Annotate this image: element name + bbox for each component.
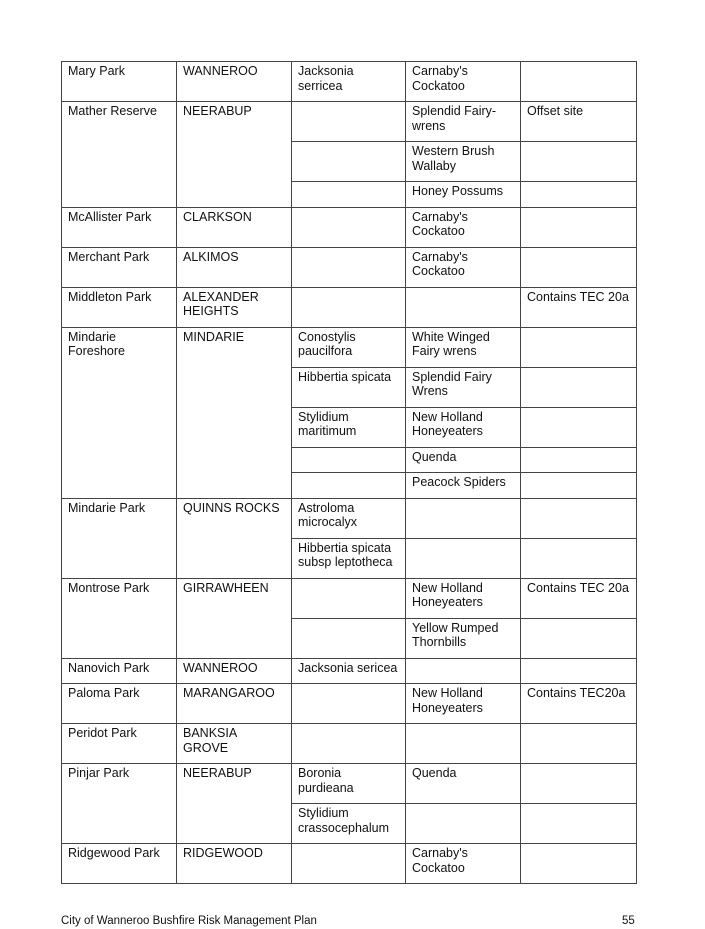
table-cell: [521, 62, 637, 102]
table-cell: ALKIMOS: [177, 247, 292, 287]
table-row: [62, 327, 637, 367]
table-cell: [521, 407, 637, 447]
table-cell: Pinjar Park: [62, 764, 177, 844]
table-cell: [292, 844, 406, 884]
table-cell: [521, 804, 637, 844]
table-cell: WANNEROO: [177, 62, 292, 102]
bushfire-reserve-table: [61, 61, 637, 884]
table-row: [62, 658, 637, 684]
table-cell: [521, 764, 637, 804]
table-cell: [292, 473, 406, 499]
table-cell: [292, 287, 406, 327]
table-cell: [406, 804, 521, 844]
table-cell: [521, 473, 637, 499]
table-cell: [292, 618, 406, 658]
table-cell: Carnaby's Cockatoo: [406, 247, 521, 287]
table-cell: [406, 287, 521, 327]
table-cell: [521, 618, 637, 658]
table-cell: Jacksonia serricea: [292, 62, 406, 102]
table-cell: Boronia purdieana: [292, 764, 406, 804]
table-row: [62, 102, 637, 142]
table-cell: Conostylis paucilfora: [292, 327, 406, 367]
table-cell: CLARKSON: [177, 207, 292, 247]
table-cell: QUINNS ROCKS: [177, 498, 292, 578]
table-cell: RIDGEWOOD: [177, 844, 292, 884]
table-cell: NEERABUP: [177, 764, 292, 844]
table-cell: New Holland Honeyeaters: [406, 578, 521, 618]
table-cell: [406, 538, 521, 578]
table-cell: [521, 724, 637, 764]
table-cell: Contains TEC20a: [521, 684, 637, 724]
table-cell: Carnaby's Cockatoo: [406, 207, 521, 247]
table-cell: Yellow Rumped Thornbills: [406, 618, 521, 658]
table-cell: Mather Reserve: [62, 102, 177, 208]
table-cell: Carnaby's Cockatoo: [406, 844, 521, 884]
table-cell: White Winged Fairy wrens: [406, 327, 521, 367]
table-row: [62, 684, 637, 724]
table-cell: Peridot Park: [62, 724, 177, 764]
table-row: [62, 724, 637, 764]
table-row: [62, 247, 637, 287]
table-row: [62, 764, 637, 804]
table-cell: Mindarie Foreshore: [62, 327, 177, 498]
table-cell: Nanovich Park: [62, 658, 177, 684]
table-cell: [521, 367, 637, 407]
table-cell: [521, 247, 637, 287]
table-row: [62, 62, 637, 102]
table-cell: Montrose Park: [62, 578, 177, 658]
table-cell: [521, 207, 637, 247]
table-cell: Mindarie Park: [62, 498, 177, 578]
table-cell: Ridgewood Park: [62, 844, 177, 884]
footer-page-number: 55: [622, 915, 635, 927]
table-cell: Carnaby's Cockatoo: [406, 62, 521, 102]
table-cell: Splendid Fairy- wrens: [406, 102, 521, 142]
table-row: [62, 844, 637, 884]
table-cell: Middleton Park: [62, 287, 177, 327]
table-cell: [521, 142, 637, 182]
table-cell: [292, 247, 406, 287]
table-cell: GIRRAWHEEN: [177, 578, 292, 658]
table-cell: [406, 724, 521, 764]
table-cell: New Holland Honeyeaters: [406, 684, 521, 724]
table-cell: [292, 182, 406, 208]
table-cell: [521, 498, 637, 538]
table-cell: Hibbertia spicata: [292, 367, 406, 407]
table-cell: [292, 724, 406, 764]
table-row: [62, 498, 637, 538]
table-cell: [292, 102, 406, 142]
table-cell: [292, 684, 406, 724]
table-row: [62, 578, 637, 618]
table-cell: Astroloma microcalyx: [292, 498, 406, 538]
table-cell: [292, 142, 406, 182]
table-cell: [521, 327, 637, 367]
table-cell: Stylidium crassocephalum: [292, 804, 406, 844]
table-body: [62, 62, 637, 884]
table-cell: [406, 498, 521, 538]
table-cell: Splendid Fairy Wrens: [406, 367, 521, 407]
table-cell: Western Brush Wallaby: [406, 142, 521, 182]
table-cell: NEERABUP: [177, 102, 292, 208]
table-cell: Peacock Spiders: [406, 473, 521, 499]
table-cell: [521, 658, 637, 684]
table-cell: New Holland Honeyeaters: [406, 407, 521, 447]
table-cell: Contains TEC 20a: [521, 578, 637, 618]
table-cell: Mary Park: [62, 62, 177, 102]
table-cell: [521, 447, 637, 473]
table-cell: Quenda: [406, 447, 521, 473]
table-cell: [292, 578, 406, 618]
table-cell: [406, 658, 521, 684]
table-cell: [292, 447, 406, 473]
table-row: [62, 287, 637, 327]
table-cell: WANNEROO: [177, 658, 292, 684]
table-row: [62, 207, 637, 247]
table-cell: Honey Possums: [406, 182, 521, 208]
footer-document-title: City of Wanneroo Bushfire Risk Management Plan: [61, 915, 317, 927]
table-cell: Hibbertia spicata subsp leptotheca: [292, 538, 406, 578]
table-cell: [521, 538, 637, 578]
table-cell: MINDARIE: [177, 327, 292, 498]
table-cell: Quenda: [406, 764, 521, 804]
table-cell: MARANGAROO: [177, 684, 292, 724]
table-cell: Stylidium maritimum: [292, 407, 406, 447]
table-cell: Jacksonia sericea: [292, 658, 406, 684]
table-cell: McAllister Park: [62, 207, 177, 247]
table-cell: [521, 182, 637, 208]
table-cell: Offset site: [521, 102, 637, 142]
table-cell: ALEXANDER HEIGHTS: [177, 287, 292, 327]
table-cell: Merchant Park: [62, 247, 177, 287]
table-cell: [292, 207, 406, 247]
table-cell: Contains TEC 20a: [521, 287, 637, 327]
table-cell: Paloma Park: [62, 684, 177, 724]
table-cell: [521, 844, 637, 884]
table-cell: BANKSIA GROVE: [177, 724, 292, 764]
